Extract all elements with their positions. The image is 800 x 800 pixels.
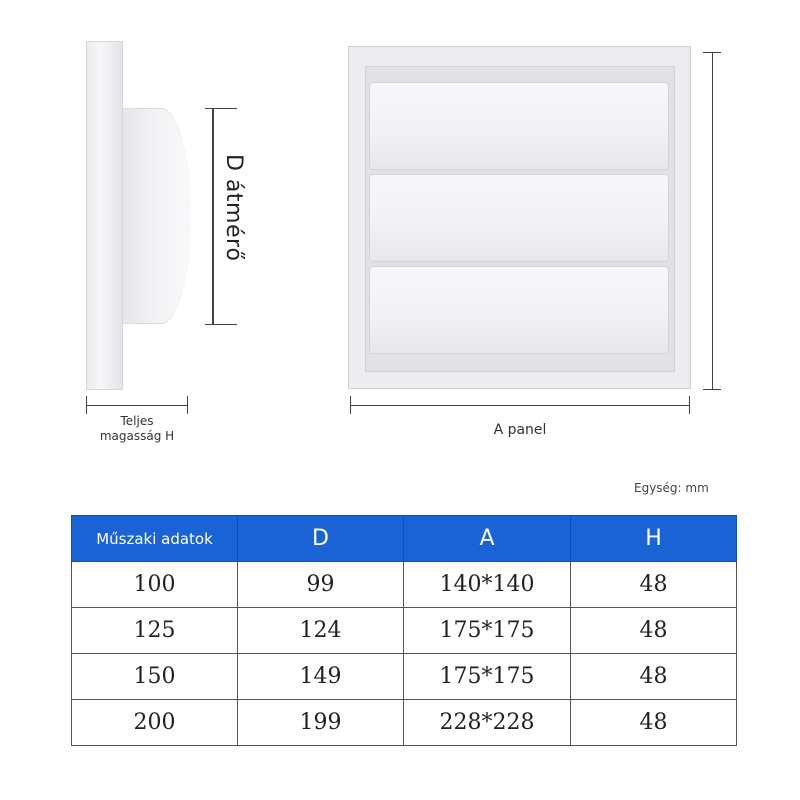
panel-height-dimension-line xyxy=(712,52,713,390)
diameter-label: D átmérő xyxy=(221,154,246,262)
cell-h: 48 xyxy=(571,562,737,608)
cell-size: 150 xyxy=(72,654,238,700)
height-dimension-line xyxy=(86,405,188,406)
height-dimension-tick-left xyxy=(86,396,87,414)
louver-bottom xyxy=(369,266,669,354)
table-header-row xyxy=(72,516,737,562)
panel-height-tick-bottom xyxy=(703,389,721,390)
table-row xyxy=(72,700,737,746)
height-label-line2: magasság H xyxy=(99,429,175,443)
table-row xyxy=(72,562,737,608)
louver-top xyxy=(369,82,669,170)
panel-height-tick-top xyxy=(703,52,721,53)
header-a: A xyxy=(404,516,571,562)
cell-a: 175*175 xyxy=(404,608,571,654)
header-d: D xyxy=(238,516,404,562)
cell-h: 48 xyxy=(571,654,737,700)
table-row xyxy=(72,654,737,700)
header-specs: Műszaki adatok xyxy=(72,516,238,562)
cell-a: 228*228 xyxy=(404,700,571,746)
side-view-flange xyxy=(86,41,123,390)
diameter-dimension-tick-top xyxy=(205,108,237,109)
cell-d: 199 xyxy=(238,700,404,746)
panel-label: A panel xyxy=(493,422,547,438)
height-label-line1: Teljes xyxy=(120,414,154,428)
cell-h: 48 xyxy=(571,700,737,746)
panel-width-dimension-line xyxy=(350,405,690,406)
unit-label: Egység: mm xyxy=(634,481,709,495)
diameter-dimension-line xyxy=(212,108,214,325)
height-dimension-tick-right xyxy=(187,396,188,414)
panel-width-tick-left xyxy=(350,396,351,414)
cell-d: 149 xyxy=(238,654,404,700)
cell-d: 99 xyxy=(238,562,404,608)
cell-a: 175*175 xyxy=(404,654,571,700)
cell-d: 124 xyxy=(238,608,404,654)
side-view-collar xyxy=(123,108,191,324)
cell-size: 200 xyxy=(72,700,238,746)
spec-table xyxy=(71,515,737,746)
cell-size: 125 xyxy=(72,608,238,654)
cell-size: 100 xyxy=(72,562,238,608)
cell-a: 140*140 xyxy=(404,562,571,608)
table-row xyxy=(72,608,737,654)
header-h: H xyxy=(571,516,737,562)
cell-h: 48 xyxy=(571,608,737,654)
diameter-dimension-tick-bottom xyxy=(205,324,237,325)
height-label xyxy=(86,414,188,444)
louver-middle xyxy=(369,174,669,262)
panel-width-tick-right xyxy=(689,396,690,414)
